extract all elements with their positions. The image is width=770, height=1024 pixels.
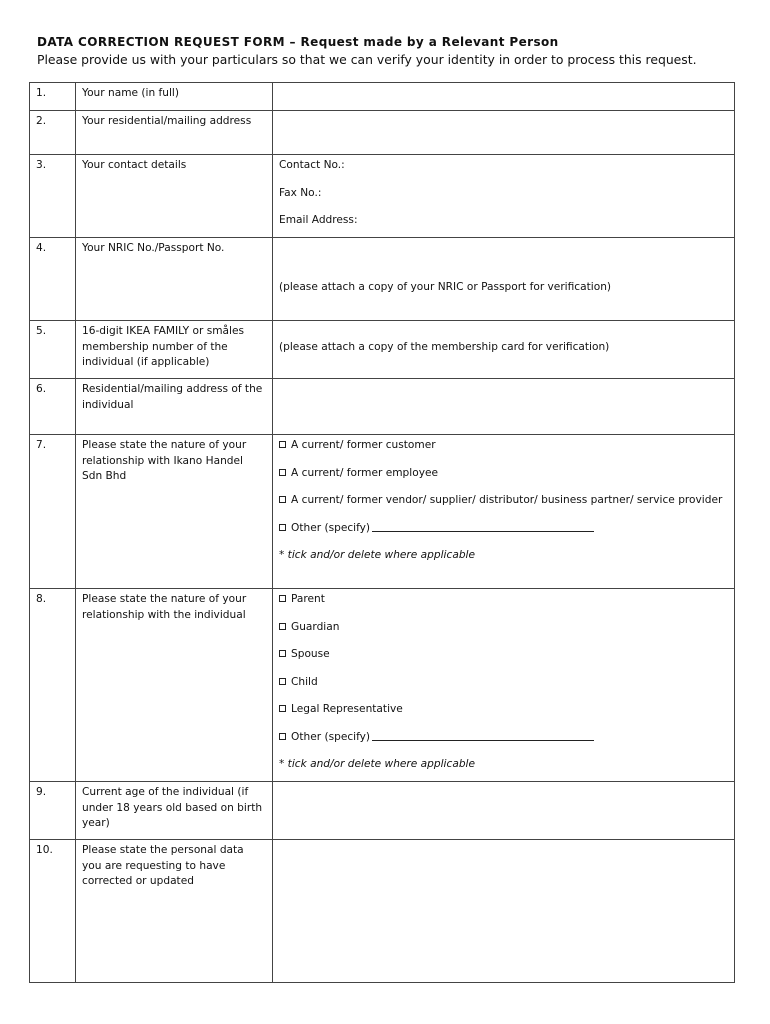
row-number: 5.	[30, 321, 76, 379]
row-number: 9.	[30, 782, 76, 840]
option-other[interactable]: Other (specify)	[279, 521, 728, 537]
form-row-7	[30, 435, 735, 589]
page-subtitle: Please provide us with your particulars so that we can verify your identity in order to process this request.	[37, 52, 697, 67]
row-label: 16-digit IKEA FAMILY or småles membership number of the individual (if applicable)	[76, 321, 273, 379]
checkbox-icon[interactable]	[279, 595, 286, 602]
option-child[interactable]: Child	[279, 675, 728, 691]
request-form-table	[29, 82, 735, 983]
nric-passport-field[interactable]	[273, 238, 735, 321]
relationship-with-individual-options	[273, 589, 735, 782]
membership-number-field[interactable]	[273, 321, 735, 379]
row-label: Please state the nature of your relationship with the individual	[76, 589, 273, 782]
checkbox-icon[interactable]	[279, 441, 286, 448]
other-specify-line[interactable]	[372, 730, 594, 741]
option-employee[interactable]: A current/ former employee	[279, 466, 728, 482]
checkbox-icon[interactable]	[279, 678, 286, 685]
tick-footnote: * tick and/or delete where applicable	[279, 758, 475, 770]
row-label: Please state the nature of your relationship with Ikano Handel Sdn Bhd	[76, 435, 273, 589]
other-specify-line[interactable]	[372, 521, 594, 532]
checkbox-icon[interactable]	[279, 496, 286, 503]
email-address-label: Email Address:	[279, 214, 358, 226]
full-name-field[interactable]	[273, 83, 735, 111]
form-row-3	[30, 155, 735, 238]
row-number: 2.	[30, 111, 76, 155]
contact-number-label: Contact No.:	[279, 159, 345, 171]
checkbox-icon[interactable]	[279, 623, 286, 630]
row-number: 7.	[30, 435, 76, 589]
form-row-2	[30, 111, 735, 155]
checkbox-icon[interactable]	[279, 469, 286, 476]
row-number: 4.	[30, 238, 76, 321]
form-row-10	[30, 840, 735, 983]
form-row-9	[30, 782, 735, 840]
option-spouse[interactable]: Spouse	[279, 647, 728, 663]
fax-number-label: Fax No.:	[279, 186, 322, 199]
form-row-8	[30, 589, 735, 782]
form-row-5	[30, 321, 735, 379]
individual-address-field[interactable]	[273, 379, 735, 435]
row-number: 8.	[30, 589, 76, 782]
checkbox-icon[interactable]	[279, 524, 286, 531]
nric-attach-note: (please attach a copy of your NRIC or Passport for verification)	[279, 281, 612, 293]
membership-attach-note: (please attach a copy of the membership card for verification)	[279, 341, 610, 353]
row-number: 6.	[30, 379, 76, 435]
checkbox-icon[interactable]	[279, 650, 286, 657]
contact-details-field[interactable]	[273, 155, 735, 238]
row-number: 3.	[30, 155, 76, 238]
option-vendor[interactable]: A current/ former vendor/ supplier/ distributor/ business partner/ service provider	[279, 493, 728, 509]
row-label: Current age of the individual (if under 18 years old based on birth year)	[76, 782, 273, 840]
form-row-6	[30, 379, 735, 435]
row-label: Your name (in full)	[76, 83, 273, 111]
row-label: Your residential/mailing address	[76, 111, 273, 155]
form-row-4	[30, 238, 735, 321]
row-label: Your NRIC No./Passport No.	[76, 238, 273, 321]
option-other[interactable]: Other (specify)	[279, 730, 728, 746]
tick-footnote: * tick and/or delete where applicable	[279, 549, 475, 561]
option-parent[interactable]: Parent	[279, 592, 728, 608]
option-customer[interactable]: A current/ former customer	[279, 438, 728, 454]
row-label: Your contact details	[76, 155, 273, 238]
checkbox-icon[interactable]	[279, 705, 286, 712]
option-guardian[interactable]: Guardian	[279, 620, 728, 636]
row-number: 1.	[30, 83, 76, 111]
checkbox-icon[interactable]	[279, 733, 286, 740]
row-number: 10.	[30, 840, 76, 983]
option-legal-representative[interactable]: Legal Representative	[279, 702, 728, 718]
relationship-with-company-options	[273, 435, 735, 589]
individual-age-field[interactable]	[273, 782, 735, 840]
form-row-1	[30, 83, 735, 111]
row-label: Residential/mailing address of the individual	[76, 379, 273, 435]
row-label: Please state the personal data you are requesting to have corrected or updated	[76, 840, 273, 983]
personal-data-correction-field[interactable]	[273, 840, 735, 983]
residential-address-field[interactable]	[273, 111, 735, 155]
page-title: DATA CORRECTION REQUEST FORM – Request made by a Relevant Person	[37, 35, 559, 49]
